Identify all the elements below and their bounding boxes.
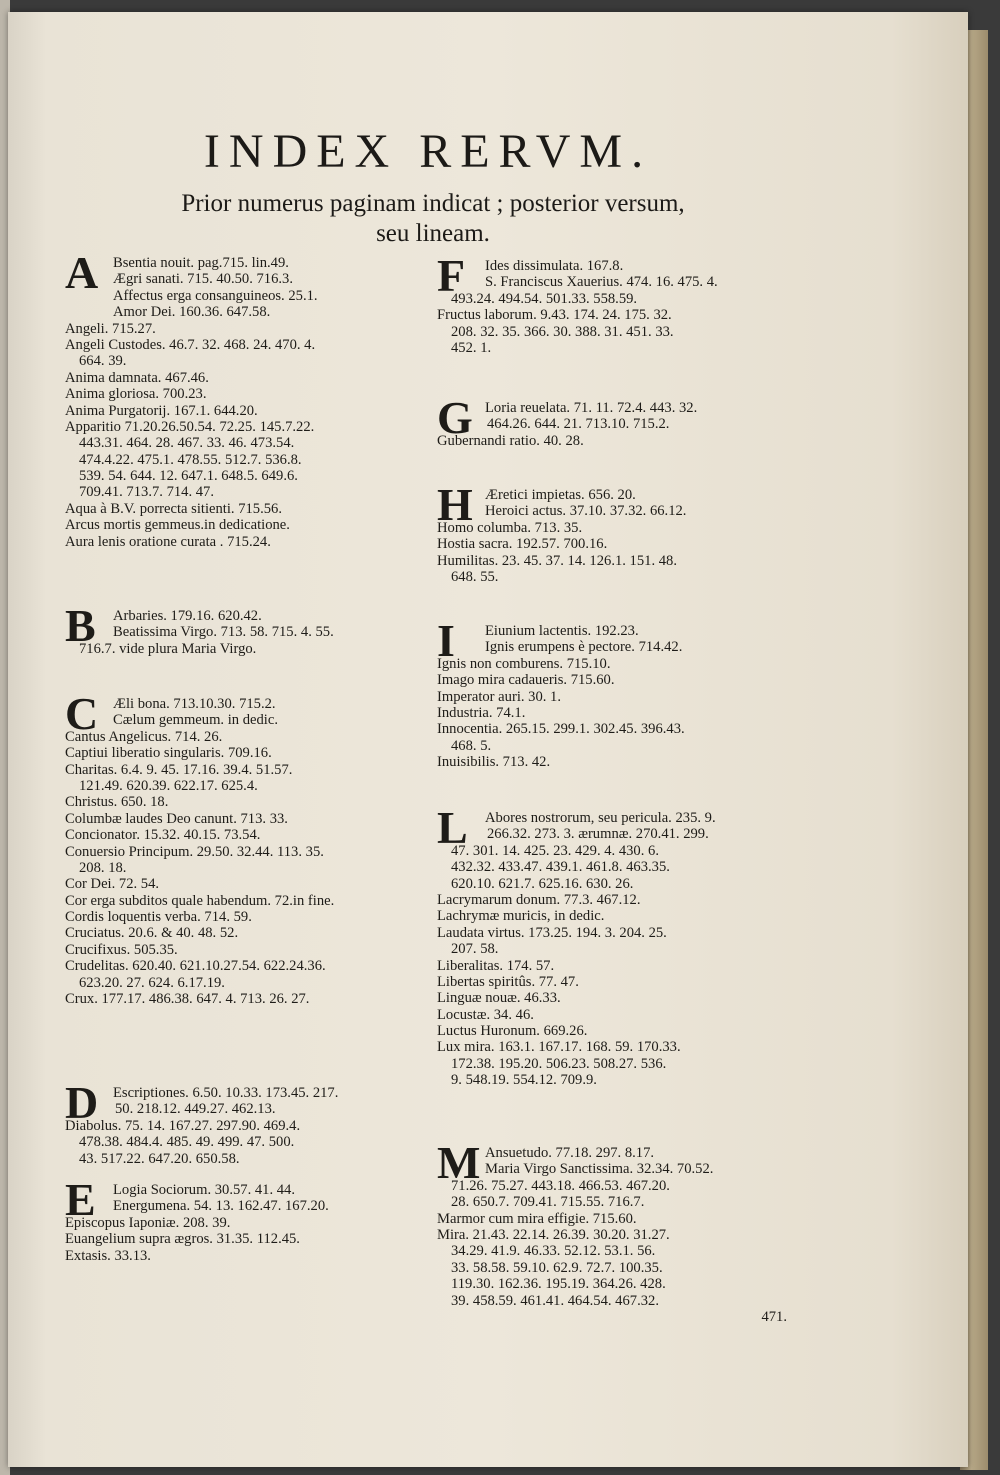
entry-line: Columbæ laudes Deo canunt. 713. 33. [65,810,288,827]
drop-cap: I [437,615,455,666]
drop-cap: B [65,600,96,651]
index-entry [437,1161,797,1210]
index-entry [437,536,797,552]
index-entry [65,762,425,795]
entry-line: S. Franciscus Xauerius. 474. 16. 475. 4. [485,274,718,291]
entry-line: Conuersio Principum. 29.50. 32.44. 113. 35. [65,843,324,860]
entry-line: Concionator. 15.32. 40.15. 73.54. [65,827,261,844]
entry-line: Heroici actus. 37.10. 37.32. 66.12. [485,503,687,520]
letter-section-b [65,600,425,657]
index-entry [65,337,425,370]
entry-line: Liberalitas. 174. 57. [437,957,555,974]
index-entry [65,876,425,892]
entry-line: Euangelium supra ægros. 31.35. 112.45. [65,1231,300,1248]
entry-line: Loria reuelata. 71. 11. 72.4. 443. 32. [485,400,698,416]
entry-continuation: 709.41. 713.7. 714. 47. [79,484,214,501]
entry-line: Lacrymarum donum. 77.3. 467.12. [437,891,641,908]
index-entry [65,370,425,386]
index-entry [65,1198,425,1214]
drop-cap: A [65,247,99,298]
letter-section-g [437,392,797,449]
index-entry [65,844,425,877]
entry-line: Crudelitas. 620.40. 621.10.27.54. 622.24.36. [65,958,326,975]
drop-cap: C [65,688,99,739]
index-entry [65,321,425,337]
index-entry [437,1211,797,1227]
subtitle-line-2: seu lineam. [376,220,490,247]
entry-continuation: 474.4.22. 475.1. 478.55. 512.7. 536.8. [79,451,302,468]
index-entry [437,705,797,721]
index-entry [437,1039,797,1088]
index-entry [65,729,425,745]
letter-section-h [437,479,797,585]
entry-line: Affectus erga consanguineos. 25.1. [113,287,318,304]
entry-continuation: 664. 39. [79,353,127,370]
index-entry [65,255,425,271]
entry-line: Maria Virgo Sanctissima. 32.34. 70.52. [485,1161,714,1178]
index-entry [437,639,797,655]
index-entry [437,689,797,705]
entry-line: Arbaries. 179.16. 620.42. [113,608,262,624]
entry-line: Inuisibilis. 713. 42. [437,754,551,771]
entry-line: Episcopus Iaponiæ. 208. 39. [65,1214,231,1231]
letter-section-l [437,802,797,1089]
entry-continuation: 34.29. 41.9. 46.33. 52.12. 53.1. 56. [451,1243,656,1260]
entry-line: Laudata virtus. 173.25. 194. 3. 204. 25. [437,924,667,941]
index-entry [65,1118,425,1167]
entry-line: Locustæ. 34. 46. [437,1006,534,1023]
entry-line: Luctus Huronum. 669.26. [437,1023,588,1040]
entry-line: Marmor cum mira effigie. 715.60. [437,1210,637,1227]
index-entry [65,608,425,624]
entry-line: Cordis loquentis verba. 714. 59. [65,909,252,926]
entry-continuation: 468. 5. [451,737,492,754]
drop-cap: M [437,1137,481,1188]
index-entry [65,893,425,909]
entry-line: Cor Dei. 72. 54. [65,876,160,893]
entry-continuation: 208. 18. [79,859,127,876]
entry-line: Lux mira. 163.1. 167.17. 168. 59. 170.33. [437,1039,681,1056]
entry-continuation: 443.31. 464. 28. 467. 33. 46. 473.54. [79,435,295,452]
entry-line: Extasis. 33.13. [65,1247,151,1264]
entry-line: Christus. 650. 18. [65,794,169,811]
entry-line: Crux. 177.17. 486.38. 647. 4. 713. 26. 27. [65,991,310,1008]
entry-continuation: 452. 1. [451,339,492,356]
index-entry [437,623,797,639]
entry-continuation: 471. [761,1308,787,1325]
entry-continuation: 43. 517.22. 647.20. 650.58. [79,1150,240,1167]
entry-line: Angeli Custodes. 46.7. 32. 468. 24. 470. 4. [65,336,316,353]
entry-continuation: 119.30. 162.36. 195.19. 364.26. 428. [451,1276,666,1293]
entry-line: Imago mira cadaueris. 715.60. [437,672,615,689]
entry-line: Aura lenis oratione curata . 715.24. [65,533,271,550]
entry-line: Lachrymæ muricis, in dedic. [437,908,605,925]
entry-line: Ignis erumpens è pectore. 714.42. [485,639,683,656]
entry-continuation: 208. 32. 35. 366. 30. 388. 31. 451. 33. [451,323,674,340]
letter-section-f [437,250,797,356]
index-entry [65,403,425,419]
letter-section-a [65,247,425,550]
page-title: INDEX RERVM. [203,125,653,178]
entry-line: Imperator auri. 30. 1. [437,688,562,705]
index-entry [65,909,425,925]
index-entry [65,1182,425,1198]
index-entry [65,288,425,304]
entry-continuation: 9. 548.19. 554.12. 709.9. [451,1072,597,1089]
index-entry [65,991,425,1007]
index-entry [65,304,425,320]
index-entry [65,696,425,712]
entry-continuation: 39. 458.59. 461.41. 464.54. 467.32. [451,1292,659,1309]
subtitle-line-1: Prior numerus paginam indicat ; posterior versum, [181,190,685,217]
index-entry [437,892,797,908]
index-entry [65,501,425,517]
entry-line: Fructus laborum. 9.43. 174. 24. 175. 32. [437,307,672,324]
entry-line: Hostia sacra. 192.57. 700.16. [437,536,608,553]
index-entry [65,745,425,761]
entry-line: Energumena. 54. 13. 162.47. 167.20. [113,1198,329,1215]
drop-cap: L [437,802,468,853]
entry-continuation: 478.38. 484.4. 485. 49. 499. 47. 500. [79,1134,295,1151]
index-entry [437,656,797,672]
index-entry [437,908,797,924]
entry-line: Ægri sanati. 715. 40.50. 716.3. [113,271,293,288]
index-entry [437,520,797,536]
index-entry [437,307,797,356]
entry-line: Angeli. 715.27. [65,320,156,337]
entry-line: Libertas spiritûs. 77. 47. [437,973,579,990]
entry-line: Logia Sociorum. 30.57. 41. 44. [113,1182,296,1198]
entry-continuation: 464.26. 644. 21. 713.10. 715.2. [487,416,670,433]
entry-line: Anima damnata. 467.46. [65,369,209,386]
letter-section-m [437,1137,797,1325]
entry-line: Cantus Angelicus. 714. 26. [65,728,223,745]
entry-line: Cruciatus. 20.6. & 40. 48. 52. [65,925,239,942]
letter-section-i [437,615,797,771]
index-entry [437,1023,797,1039]
entry-line: Homo columba. 713. 35. [437,519,583,536]
index-entry [65,271,425,287]
entry-line: Crucifixus. 505.35. [65,941,178,958]
entry-continuation: 716.7. vide plura Maria Virgo. [79,640,257,657]
letter-section-d [65,1077,425,1167]
entry-line: Anima gloriosa. 700.23. [65,386,207,403]
entry-continuation: 33. 58.58. 59.10. 62.9. 72.7. 100.35. [451,1259,663,1276]
entry-line: Innocentia. 265.15. 299.1. 302.45. 396.43. [437,721,685,738]
index-page [8,12,968,1467]
index-entry [437,433,797,449]
entry-continuation: 432.32. 433.47. 439.1. 461.8. 463.35. [451,859,670,876]
index-entry [65,811,425,827]
entry-line: Mira. 21.43. 22.14. 26.39. 30.20. 31.27. [437,1226,670,1243]
index-entry [65,1248,425,1264]
index-entry [437,754,797,770]
entry-line: Æli bona. 713.10.30. 715.2. [113,696,276,712]
index-entry [437,1227,797,1325]
entry-line: Cælum gemmeum. in dedic. [113,712,278,729]
entry-line: Industria. 74.1. [437,704,526,721]
index-entry [65,517,425,533]
entry-line: Arcus mortis gemmeus.in dedicatione. [65,517,290,534]
index-entry [437,925,797,958]
entry-continuation: 28. 650.7. 709.41. 715.55. 716.7. [451,1194,645,1211]
entry-line: Amor Dei. 160.36. 647.58. [113,304,271,321]
index-entry [437,672,797,688]
index-entry [437,503,797,519]
entry-continuation: 266.32. 273. 3. ærumnæ. 270.41. 299. [487,826,709,843]
entry-line: Ides dissimulata. 167.8. [485,258,624,274]
entry-continuation: 493.24. 494.54. 501.33. 558.59. [451,290,638,307]
entry-line: Diabolus. 75. 14. 167.27. 297.90. 469.4. [65,1117,301,1134]
entry-continuation: 623.20. 27. 624. 6.17.19. [79,974,225,991]
entry-continuation: 121.49. 620.39. 622.17. 625.4. [79,777,258,794]
entry-line: Linguæ nouæ. 46.33. [437,990,561,1007]
entry-continuation: 50. 218.12. 449.27. 462.13. [115,1101,276,1118]
index-entry [437,721,797,754]
entry-line: Anima Purgatorij. 167.1. 644.20. [65,402,258,419]
index-entry [65,1215,425,1231]
index-entry [65,942,425,958]
entry-line: Captiui liberatio singularis. 709.16. [65,745,272,762]
entry-line: Beatissima Virgo. 713. 58. 715. 4. 55. [113,624,334,641]
index-entry [437,802,797,892]
index-entry [437,487,797,503]
entry-line: Escriptiones. 6.50. 10.33. 173.45. 217. [113,1085,339,1101]
index-entry [437,974,797,990]
entry-line: Æretici impietas. 656. 20. [485,487,636,503]
entry-continuation: 620.10. 621.7. 625.16. 630. 26. [451,875,634,892]
entry-continuation: 71.26. 75.27. 443.18. 466.53. 467.20. [451,1177,670,1194]
index-entry [437,553,797,586]
entry-line: Gubernandi ratio. 40. 28. [437,432,584,449]
index-entry [65,925,425,941]
index-entry [437,990,797,1006]
entry-line: Ignis non comburens. 715.10. [437,655,611,672]
drop-cap: D [65,1077,99,1128]
entry-line: Cor erga subditos quale habendum. 72.in fine. [65,892,335,909]
entry-line: Charitas. 6.4. 9. 45. 17.16. 39.4. 51.57. [65,761,293,778]
drop-cap: H [437,479,473,530]
letter-section-c [65,688,425,1008]
entry-continuation: 47. 301. 14. 425. 23. 429. 4. 430. 6. [451,842,659,859]
drop-cap: F [437,250,466,301]
entry-continuation: 539. 54. 644. 12. 647.1. 648.5. 649.6. [79,468,298,485]
entry-line: Humilitas. 23. 45. 37. 14. 126.1. 151. 48. [437,552,677,569]
index-entry [437,1007,797,1023]
entry-continuation: 172.38. 195.20. 506.23. 508.27. 536. [451,1055,667,1072]
index-entry [65,958,425,991]
index-entry [65,624,425,657]
entry-line: Bsentia nouit. pag.715. lin.49. [113,255,289,271]
index-entry [437,958,797,974]
index-entry [65,1085,425,1118]
index-entry [65,386,425,402]
entry-line: Ansuetudo. 77.18. 297. 8.17. [485,1145,655,1161]
drop-cap: G [437,392,473,443]
index-entry [65,534,425,550]
index-entry [65,419,425,501]
index-entry [437,1145,797,1161]
entry-continuation: 648. 55. [451,568,499,585]
index-entry [65,712,425,728]
index-entry [65,794,425,810]
index-entry [437,258,797,274]
index-entry [65,1231,425,1247]
entry-line: Abores nostrorum, seu pericula. 235. 9. [485,810,716,826]
index-entry [437,400,797,433]
letter-section-e [65,1174,425,1264]
entry-line: Eiunium lactentis. 192.23. [485,623,639,639]
entry-line: Apparitio 71.20.26.50.54. 72.25. 145.7.22. [65,418,315,435]
entry-continuation: 207. 58. [451,941,499,958]
entry-line: Aqua à B.V. porrecta sitienti. 715.56. [65,500,282,517]
index-entry [437,274,797,307]
index-entry [65,827,425,843]
drop-cap: E [65,1174,96,1225]
